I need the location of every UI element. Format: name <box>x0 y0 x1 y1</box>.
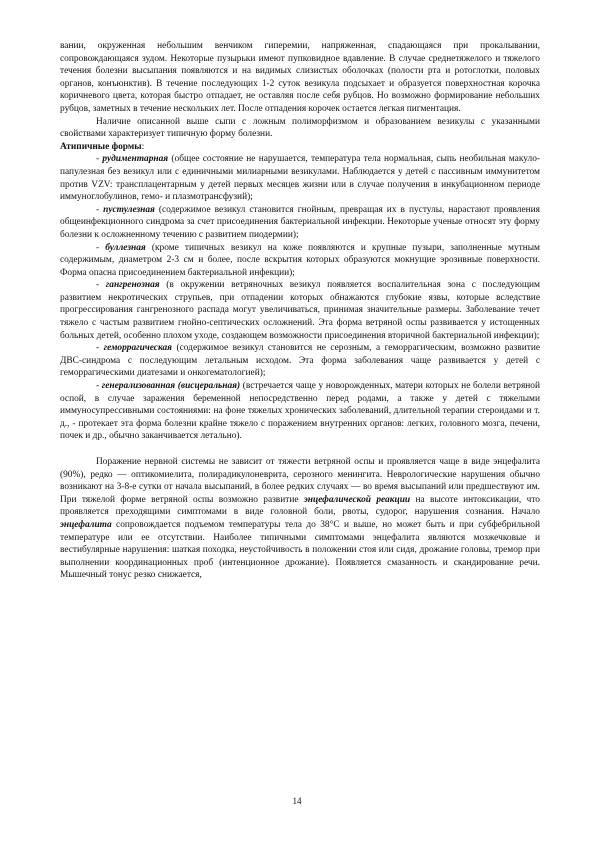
form-description: (общее состояние не нарушается, температура тела нормальная, сыпь необильная макуло-папулезная без везикул или с единичными милиарными везикулами. Наблюдается у детей с пассивным иммунитетом против VZV: трансплацентарным у детей первых месяцев жизни или в случае получения в инкубационном периоде иммуноглобулинов, гемо- и плазмотрансфузий); <box>60 154 541 203</box>
form-term: пустулезная <box>103 204 155 215</box>
paragraph-vesicle-description: вании, окруженная небольшим венчиком гиперемии, напряженная, спадающаяся при прокалывании, сопровождающаяся зудом. Некоторые пузырьки имеют пупковидное вдавление. В случае среднетяжелого и тяжелого течения болезни высыпания появляются и на видимых слизистых оболочках (полости рта и ротоглотки, половых органов, конъюнктив). В течение последующих 1-2 суток везикула подсыхает и образуется поверхностная корочка коричневого цвета, которая быстро отпадает, не оставляя после себя рубцов. Но возможно формирование небольших рубцов, заметных в течение нескольких лет. После отпадения корочек остается легкая пигментация. <box>60 41 540 114</box>
paragraph-nervous-system <box>60 456 540 582</box>
form-dash: - <box>96 280 106 291</box>
form-dash: - <box>96 381 102 392</box>
atypical-forms-heading: Атипичные формы <box>60 141 142 152</box>
document-page <box>60 40 540 582</box>
form-term: буллезная <box>105 242 146 253</box>
form-dash: - <box>96 154 103 165</box>
form-item-hemorrhagic <box>60 342 540 380</box>
term-encephalitis: энцефалита <box>60 519 112 530</box>
nervous-system-text-1: Поражение нервной системы не зависит от тяжести ветряной оспы и проявляется чаще в виде энцефалита (90%), редко — оптикомиелита, полирадикулоневрита, серозного менингита. Неврологические нарушения обычно возникают на 3-8-е сутки от начала высыпаний, в более редких случаях — во время высыпаний или предшествуют им. При тяжелой форме ветряной оспы возможно развитие <box>60 457 540 505</box>
form-description: (кроме типичных везикул на коже появляются и крупные пузыри, заполненные мутным содержимым, диаметром 2-3 см и более, после вскрытия которых образуются мокнущие эрозивные поверхности. Форма опасна присоединением бактериальной инфекции); <box>60 242 540 278</box>
heading-colon: : <box>141 141 145 152</box>
form-description: (содержимое везикул становится гнойным, превращая их в пустулы, нарастают проявления общеинфекционного синдрома за счет присоединения бактериальной инфекции. Некоторые ученые относят эту форму болезни к осложненному течению с развитием пиодермии); <box>60 204 540 240</box>
form-item-rudimentary <box>60 153 540 203</box>
form-term: геморрагическая <box>103 343 172 354</box>
form-description: (содержимое везикул становится не серозным, а геморрагическим, возможно развитие ДВС-синдрома с последующим летальным исходом. Эта форма заболевания чаще развивается у детей с геморрагическими диатезами и онкогематологией); <box>60 343 541 379</box>
form-dash: - <box>96 204 104 215</box>
form-dash: - <box>96 242 106 253</box>
nervous-system-text-2: на высоте интоксикации, что проявляется преходящими симптомами в виде головной боли, рвоты, судорог, нарушения сознания. Начало <box>60 494 540 518</box>
atypical-forms-heading-line <box>60 141 540 154</box>
form-item-generalized <box>60 380 540 443</box>
form-description: (встречается чаще у новорожденных, матери которых не болели ветряной оспой, в случае заражения беременной непосредственно перед родами, а также у детей с тяжелыми иммуносупрессивными состояниями: на фоне тяжелых хронических заболеваний, длительной терапии стероидами и т. д., - протекает эта форма болезни крайне тяжело с поражением внутренних органов: легких, головного мозга, печени, почек и др., обычно заканчивается летально). <box>60 381 540 442</box>
form-term: генерализованная (висцеральная) <box>101 381 241 392</box>
term-encephalic-reaction: энцефалической реакции <box>303 494 411 505</box>
form-dash: - <box>96 343 104 354</box>
nervous-system-text-3: сопровождается подъемом температуры тела до 38°С и выше, но может быть и при субфебрильной температуре или ее отсутствии. Наиболее типичными симптомами энцефалита являются мозжечковые и вестибулярные нарушения: шаткая походка, неустойчивость в положении стоя или сидя, дрожание головы, тремор при выполнении координационных проб (интенционное дрожание). Появляется смазанность и скандирование речи. Мышечный тонус резко снижается, <box>60 519 540 581</box>
paragraph-typical-form: Наличие описанной выше сыпи с ложным полиморфизмом и образованием везикулы с указанными свойствами характеризует типичную форму болезни. <box>60 116 540 140</box>
form-item-bullous <box>60 242 540 280</box>
form-term: гангренозная <box>105 280 160 291</box>
form-item-gangrenous <box>60 279 540 342</box>
paragraph-spacer <box>60 443 540 456</box>
form-item-pustular <box>60 204 540 242</box>
form-description: (в окружении ветряночных везикул появляется воспалительная зона с последующим развитием некротических струпьев, при отпадении которых обнажаются глубокие язвы, которые вследствие прогрессирования гангренозного распада могут увеличиваться, принимая значительные размеры. Заболевание течет тяжело с частым развитием гнойно-септических осложнений. Эта форма ветряной оспы развивается у истощенных больных детей, особенно плохом уходе, создающем возможности присоединения вторичной бактериальной инфекции); <box>60 280 540 341</box>
form-term: рудиментарная <box>102 154 169 165</box>
page-number: 14 <box>292 796 302 806</box>
